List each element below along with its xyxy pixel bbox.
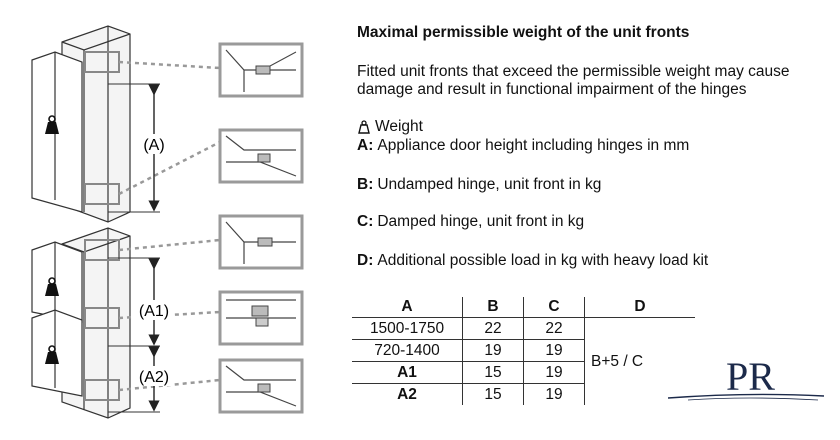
logo-text: PR <box>726 354 775 399</box>
table-cell: 19 <box>524 340 585 362</box>
table-cell-d: B+5 / C <box>585 318 696 406</box>
lower-appliance <box>32 228 130 418</box>
dimension-a1-label: (A1) <box>138 303 170 320</box>
weight-table <box>352 297 695 405</box>
table-cell: A2 <box>397 385 417 403</box>
hinge-detail <box>220 360 302 412</box>
table-row <box>352 318 695 340</box>
dimension-a-label: (A) <box>143 137 165 154</box>
upper-appliance <box>32 26 130 222</box>
table-header: B <box>463 297 524 318</box>
installation-diagram <box>0 0 345 440</box>
legend-c-key: C: <box>357 213 374 230</box>
hinge-detail <box>220 216 302 268</box>
hinge-detail <box>220 292 302 344</box>
legend-a-key: A: <box>357 137 374 154</box>
legend-d-key: D: <box>357 252 374 269</box>
legend-b-key: B: <box>357 176 374 193</box>
table-cell: A1 <box>352 362 463 384</box>
warning-text: Fitted unit fronts that exceed the permissible weight may cause damage and result in functional impairment of the hinges <box>357 63 790 98</box>
legend-a-text: Appliance door height including hinges in mm <box>377 137 690 154</box>
legend-b <box>357 176 601 194</box>
dimension-a2-label: (A2) <box>138 369 170 386</box>
legend-weight-label: Weight <box>375 118 423 135</box>
weight-icon <box>357 120 371 134</box>
table-cell: 19 <box>524 362 585 384</box>
table-header: A <box>352 297 463 318</box>
legend-d-text: Additional possible load in kg with heavy load kit <box>377 252 709 269</box>
table-cell: 1500-1750 <box>352 318 463 340</box>
hinge-detail <box>220 130 302 182</box>
legend-c-text: Damped hinge, unit front in kg <box>377 213 585 230</box>
pr-logo <box>668 352 828 404</box>
page-title: Maximal permissible weight of the unit fronts <box>357 24 690 41</box>
hinge-detail <box>220 44 302 96</box>
table-cell: 22 <box>463 318 524 340</box>
legend-d <box>357 252 708 270</box>
legend-a <box>357 137 689 155</box>
table-cell: 720-1400 <box>352 340 463 362</box>
table-cell: 15 <box>463 384 524 406</box>
table-header: C <box>524 297 585 318</box>
legend-b-text: Undamped hinge, unit front in kg <box>377 176 602 193</box>
table-cell: 19 <box>463 340 524 362</box>
table-cell: 19 <box>524 384 585 406</box>
legend-c <box>357 213 584 231</box>
table-cell: 22 <box>524 318 585 340</box>
table-header: D <box>585 297 696 318</box>
legend-weight <box>357 118 423 136</box>
table-cell: 15 <box>463 362 524 384</box>
